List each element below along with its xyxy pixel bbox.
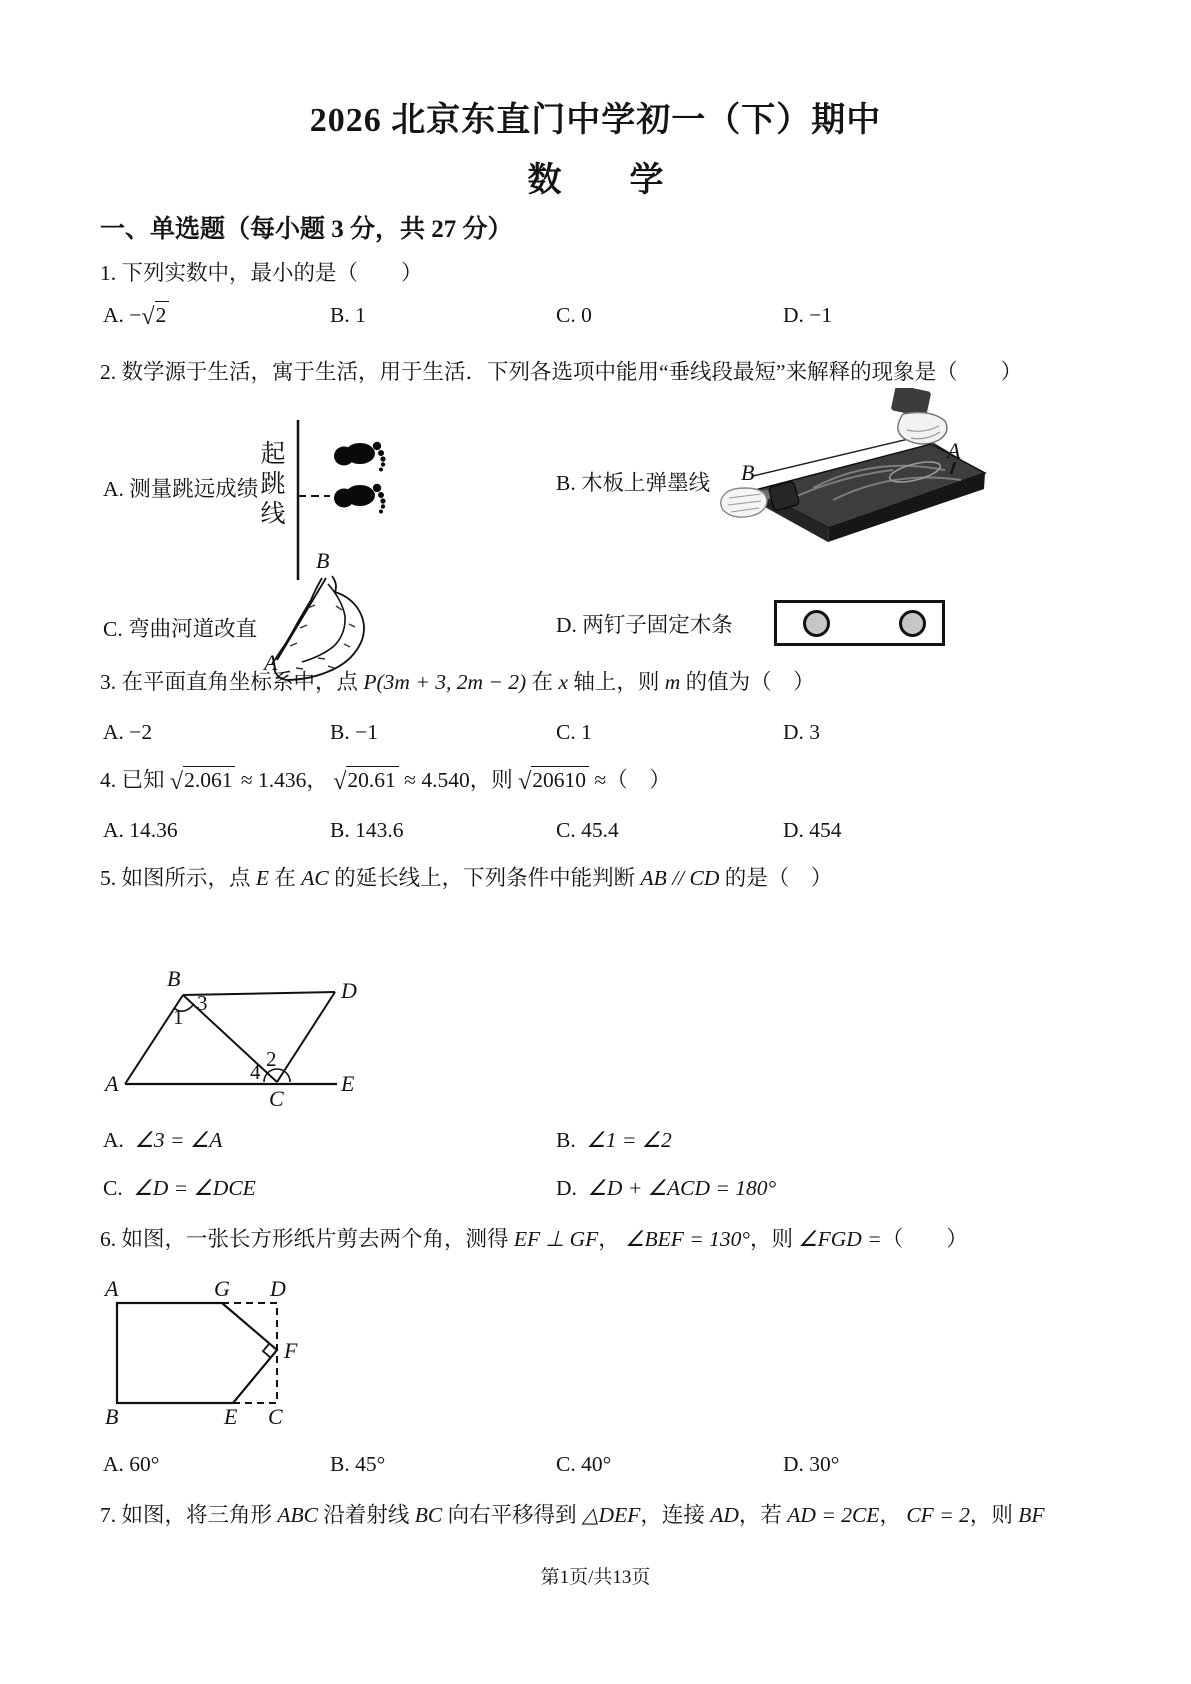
point-label-g: G xyxy=(214,1276,230,1301)
point-label-d: D xyxy=(270,1276,286,1301)
jump-start-line-label: 起跳线 xyxy=(257,440,284,530)
point-label-c: C xyxy=(269,1086,284,1111)
q1-option-d: D. −1 xyxy=(783,303,833,327)
stem-math: EF ⊥ GF xyxy=(513,1227,599,1251)
point-label-e: E xyxy=(341,1071,355,1096)
stem-math: AD = 2CE xyxy=(787,1503,880,1527)
q5-parallel-lines-figure xyxy=(95,960,370,1120)
radical xyxy=(518,768,589,796)
nail-strip-illustration xyxy=(774,600,945,646)
question-3-stem xyxy=(100,665,815,696)
question-4-stem xyxy=(100,763,671,796)
radical-sign: √ xyxy=(169,769,184,795)
option-math: ∠D + ∠ACD = 180° xyxy=(587,1176,777,1200)
point-label-a: A xyxy=(105,1276,119,1301)
option-label: D. xyxy=(556,1176,577,1200)
stem-math: BC xyxy=(414,1503,443,1527)
stem-text: ≈ 4.540，则 xyxy=(398,768,519,792)
angle-label-4: 4 xyxy=(250,1060,261,1084)
stem-text: 6. 如图，一张长方形纸片剪去两个角，测得 xyxy=(100,1227,514,1251)
nail-icon xyxy=(899,610,926,637)
q6-option-b: B. 45° xyxy=(330,1452,386,1476)
stem-text: 7. 如图，将三角形 xyxy=(100,1503,278,1527)
segment-CD xyxy=(277,992,335,1082)
q2-option-c: C. 弯曲河道改直 xyxy=(103,617,258,641)
river-left-bank xyxy=(272,578,322,664)
point-label-a: A xyxy=(264,650,278,675)
stem-text: ≈ 1.436， xyxy=(235,768,334,792)
point-label-b: B xyxy=(105,1404,119,1429)
q5-option-b xyxy=(556,1128,672,1153)
q4-option-d: D. 454 xyxy=(783,818,842,842)
stem-math: P(3m + 3, 2m − 2) xyxy=(363,670,527,694)
q6-option-a: A. 60° xyxy=(103,1452,160,1476)
stem-text: 沿着射线 xyxy=(318,1503,415,1527)
question-1-stem: 1. 下列实数中，最小的是（ ） xyxy=(100,261,423,285)
stem-text: ，则 xyxy=(749,1227,799,1251)
removed-corner-dashed-edges xyxy=(222,1303,277,1403)
point-label-e: E xyxy=(224,1404,238,1429)
stem-math: AB // CD xyxy=(640,866,720,890)
q1-option-b: B. 1 xyxy=(330,303,366,327)
radicand: 2 xyxy=(155,301,170,327)
stem-text: 的是（ ） xyxy=(719,866,833,890)
stem-text: ，则 xyxy=(969,1503,1019,1527)
nail-icon xyxy=(803,610,830,637)
radicand: 20.61 xyxy=(346,766,398,792)
q5-option-d xyxy=(556,1176,776,1201)
q3-option-d: D. 3 xyxy=(783,720,821,744)
footprint-icon xyxy=(334,484,386,514)
exam-title: 2026 北京东直门中学初一（下）期中 xyxy=(309,102,882,139)
q2-option-b: B. 木板上弹墨线 xyxy=(556,471,711,495)
radical xyxy=(170,768,236,796)
radical xyxy=(141,303,169,331)
right-angle-mark-F xyxy=(263,1344,271,1358)
stem-text: 在 xyxy=(269,866,302,890)
cut-edges-GF-FE xyxy=(222,1303,277,1403)
footprint-icon xyxy=(334,442,386,472)
q4-option-c: C. 45.4 xyxy=(556,818,619,842)
stem-math: m xyxy=(664,670,681,694)
option-label: A. xyxy=(103,1128,124,1152)
q5-option-c xyxy=(103,1176,256,1201)
stem-text: 的值为（ ） xyxy=(680,670,815,694)
question-5-stem xyxy=(100,861,832,892)
radical-sign: √ xyxy=(141,304,155,330)
stem-text: ， xyxy=(879,1503,907,1527)
point-label-a: A xyxy=(947,438,961,463)
upper-hand xyxy=(898,413,947,444)
chalk-line-board-illustration xyxy=(693,388,993,546)
q3-option-c: C. 1 xyxy=(556,720,592,744)
q2-option-a: A. 测量跳远成绩 xyxy=(103,477,259,501)
point-label-a: A xyxy=(105,1071,119,1096)
stem-math: BF xyxy=(1018,1503,1045,1527)
stem-text: ，若 xyxy=(738,1503,788,1527)
option-math: ∠3 = ∠A xyxy=(134,1128,223,1152)
q5-option-a xyxy=(103,1128,222,1153)
point-label-b: B xyxy=(167,966,181,991)
q6-option-c: C. 40° xyxy=(556,1452,612,1476)
radical-sign: √ xyxy=(518,769,532,795)
q1-option-a-prefix: A. − xyxy=(103,303,142,327)
q2-option-d: D. 两钉子固定木条 xyxy=(556,613,733,637)
q1-option-c: C. 0 xyxy=(556,303,592,327)
stem-math: CF = 2 xyxy=(906,1503,970,1527)
question-7-stem xyxy=(100,1498,1045,1529)
option-math: ∠1 = ∠2 xyxy=(586,1128,672,1152)
stem-math: E xyxy=(255,866,270,890)
option-math: ∠D = ∠DCE xyxy=(133,1176,256,1200)
radicand: 20610 xyxy=(531,766,589,792)
point-label-b: B xyxy=(741,460,755,485)
stem-text: 轴上，则 xyxy=(567,670,665,694)
section-heading: 一、单选题（每小题 3 分，共 27 分） xyxy=(100,216,513,243)
stem-text: 5. 如图所示，点 xyxy=(100,866,256,890)
q3-option-a: A. −2 xyxy=(103,720,153,744)
stem-text: ≈（ ） xyxy=(589,768,671,792)
stem-math: x xyxy=(558,670,568,694)
stem-text: 3. 在平面直角坐标系中，点 xyxy=(100,670,364,694)
question-2-stem: 2. 数学源于生活，寓于生活，用于生活．下列各选项中能用“垂线段最短”来解释的现象是（ ） xyxy=(100,360,1023,384)
paper-solid-edges xyxy=(117,1303,233,1403)
angle-label-2: 2 xyxy=(266,1047,277,1071)
stem-text: ，连接 xyxy=(640,1503,711,1527)
stem-text: （ ） xyxy=(881,1227,968,1251)
stem-text: 4. 已知 xyxy=(100,768,170,792)
stem-math: AC xyxy=(301,866,329,890)
option-label: C. xyxy=(103,1176,123,1200)
stem-math: ∠FGD = xyxy=(798,1227,882,1251)
q6-cut-rectangle-figure xyxy=(95,1276,330,1436)
stem-math: AD xyxy=(710,1503,739,1527)
point-label-d: D xyxy=(341,978,357,1003)
point-label-b: B xyxy=(316,548,330,573)
point-label-f: F xyxy=(284,1338,298,1363)
option-label: B. xyxy=(556,1128,576,1152)
exam-subject: 数 学 xyxy=(527,162,664,199)
river-inner-bend xyxy=(302,584,345,662)
radicand: 2.061 xyxy=(183,766,235,792)
point-label-c: C xyxy=(268,1404,283,1429)
q6-option-d: D. 30° xyxy=(783,1452,840,1476)
stem-text: ， xyxy=(598,1227,626,1251)
page-footer: 第1页/共13页 xyxy=(540,1567,651,1588)
q1-option-a xyxy=(103,303,169,331)
angle-label-1: 1 xyxy=(173,1005,184,1029)
stem-text: 在 xyxy=(526,670,559,694)
radical-sign: √ xyxy=(333,769,347,795)
q4-option-b: B. 143.6 xyxy=(330,818,404,842)
q4-option-a: A. 14.36 xyxy=(103,818,178,842)
q3-option-b: B. −1 xyxy=(330,720,378,744)
stem-math: ∠BEF = 130° xyxy=(625,1227,750,1251)
stem-text: 的延长线上，下列条件中能判断 xyxy=(328,866,641,890)
radical xyxy=(333,768,399,796)
stem-text: 向右平移得到 xyxy=(442,1503,583,1527)
question-6-stem xyxy=(100,1222,968,1253)
stem-math: △DEF xyxy=(582,1503,641,1527)
straightened-channel-line xyxy=(277,578,326,660)
stem-math: ABC xyxy=(277,1503,318,1527)
angle-label-3: 3 xyxy=(197,991,208,1015)
